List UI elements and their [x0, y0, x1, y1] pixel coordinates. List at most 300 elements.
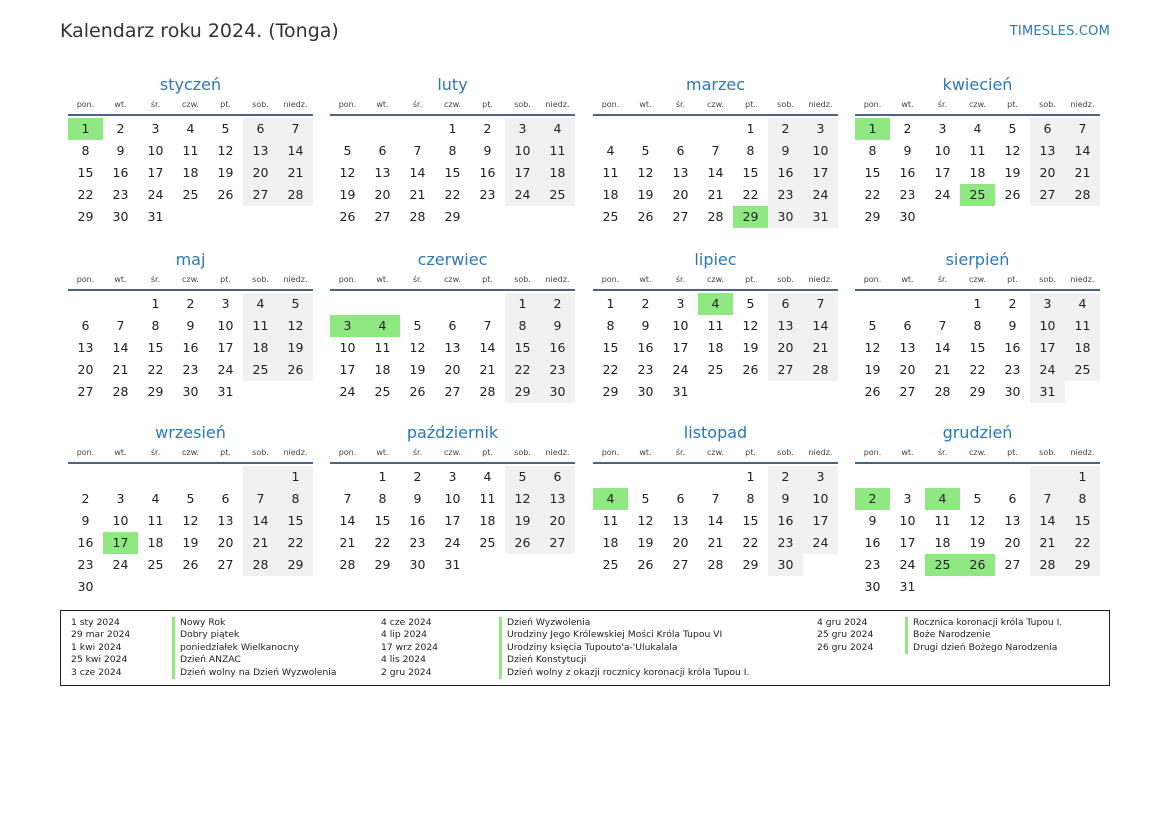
weekday-label: pon.: [76, 275, 95, 284]
empty-day-cell: [68, 293, 103, 315]
day-cell: 22: [147, 362, 164, 377]
day-cell: 21: [1065, 162, 1100, 184]
day-cell: 2: [413, 469, 422, 484]
day-cell: 24: [217, 362, 234, 377]
weekday-label: niedz.: [283, 100, 308, 109]
empty-day-cell: [138, 466, 173, 488]
day-cell: 22: [1065, 532, 1100, 554]
weekday-label: wt.: [376, 275, 389, 284]
day-cell: 10: [112, 513, 129, 528]
day-cell: 20: [768, 337, 803, 359]
weekday-label: pt.: [482, 275, 493, 284]
day-cell: 23: [77, 557, 94, 572]
month-title: grudzień: [942, 423, 1013, 442]
weekday-label: czw.: [444, 275, 461, 284]
weekday-label: niedz.: [283, 275, 308, 284]
weekday-label: pt.: [745, 100, 756, 109]
month-title: kwiecień: [942, 75, 1013, 94]
day-cell: 26: [637, 557, 654, 572]
holiday-day-cell: 26: [960, 554, 995, 576]
day-cell: 10: [803, 488, 838, 510]
weekday-label: śr.: [937, 275, 948, 284]
empty-day-cell: [960, 466, 995, 488]
day-cell: 14: [339, 513, 356, 528]
day-cell: 23: [182, 362, 199, 377]
day-cell: 28: [1065, 184, 1100, 206]
day-cell: 6: [221, 491, 230, 506]
day-cell: 10: [934, 143, 951, 158]
day-cell: 27: [672, 557, 689, 572]
day-cell: 26: [217, 187, 234, 202]
day-cell: 8: [448, 143, 457, 158]
day-cell: 15: [864, 165, 881, 180]
legend-holiday-name: Dzień wolny na Dzień Wyzwolenia: [180, 666, 337, 678]
day-grid: [855, 464, 1100, 598]
day-cell: 1: [973, 296, 982, 311]
day-cell: 7: [278, 118, 313, 140]
day-cell: 17: [339, 362, 356, 377]
legend-date: 26 gru 2024: [817, 641, 874, 653]
day-cell: 15: [505, 337, 540, 359]
day-cell: 13: [672, 165, 689, 180]
weekday-label: śr.: [937, 448, 948, 457]
month-10: [330, 422, 575, 576]
weekday-label: wt.: [901, 100, 914, 109]
day-cell: 23: [112, 187, 129, 202]
day-cell: 24: [339, 384, 356, 399]
day-cell: 17: [1030, 337, 1065, 359]
day-cell: 19: [278, 337, 313, 359]
day-grid: [593, 116, 838, 228]
weekday-header: [330, 273, 575, 291]
day-cell: 8: [606, 318, 615, 333]
day-cell: 9: [116, 143, 125, 158]
empty-day-cell: [628, 118, 663, 140]
day-cell: 8: [868, 143, 877, 158]
day-cell: 7: [116, 318, 125, 333]
weekday-header: [593, 98, 838, 116]
day-cell: 6: [676, 143, 685, 158]
day-cell: 30: [637, 384, 654, 399]
day-cell: 1: [151, 296, 160, 311]
day-cell: 15: [1065, 510, 1100, 532]
day-cell: 15: [147, 340, 164, 355]
day-cell: 5: [641, 143, 650, 158]
day-cell: 28: [479, 384, 496, 399]
day-cell: 25: [243, 359, 278, 381]
day-cell: 11: [540, 140, 575, 162]
day-cell: 26: [742, 362, 759, 377]
empty-day-cell: [890, 293, 925, 315]
day-cell: 3: [505, 118, 540, 140]
day-cell: 28: [278, 184, 313, 206]
day-cell: 8: [973, 318, 982, 333]
day-cell: 9: [186, 318, 195, 333]
day-cell: 23: [768, 532, 803, 554]
legend-holiday-name: Dzień wolny z okazji rocznicy koronacji króla Tupou I.: [507, 666, 750, 678]
day-cell: 2: [81, 491, 90, 506]
weekday-label: śr.: [412, 275, 423, 284]
legend-date: 1 sty 2024: [71, 617, 120, 628]
weekday-label: pon.: [863, 275, 882, 284]
weekday-label: niedz.: [808, 100, 833, 109]
day-cell: 25: [1065, 359, 1100, 381]
empty-day-cell: [330, 293, 365, 315]
weekday-label: niedz.: [545, 448, 570, 457]
month-title: styczeń: [159, 75, 222, 94]
day-cell: 27: [1004, 557, 1021, 572]
weekday-label: śr.: [675, 100, 686, 109]
day-cell: 5: [505, 466, 540, 488]
empty-day-cell: [925, 466, 960, 488]
day-cell: 3: [116, 491, 125, 506]
day-cell: 10: [672, 318, 689, 333]
day-cell: 14: [707, 513, 724, 528]
weekday-label: niedz.: [545, 275, 570, 284]
weekday-label: sob.: [252, 275, 269, 284]
holiday-day-cell: 25: [960, 184, 995, 206]
weekday-label: wt.: [901, 275, 914, 284]
day-cell: 17: [444, 513, 461, 528]
day-cell: 2: [186, 296, 195, 311]
day-cell: 27: [768, 359, 803, 381]
day-cell: 26: [182, 557, 199, 572]
weekday-header: [593, 446, 838, 464]
day-cell: 11: [182, 143, 199, 158]
weekday-label: pt.: [220, 448, 231, 457]
day-cell: 15: [742, 513, 759, 528]
legend-names-col-3: [905, 617, 1062, 654]
month-title: październik: [406, 423, 499, 442]
day-cell: 30: [768, 206, 803, 228]
day-cell: 8: [278, 488, 313, 510]
weekday-label: wt.: [114, 275, 127, 284]
weekday-label: pt.: [220, 100, 231, 109]
legend-names-col-1: [172, 617, 336, 679]
day-cell: 20: [217, 535, 234, 550]
day-cell: 16: [899, 165, 916, 180]
day-cell: 6: [448, 318, 457, 333]
legend-names-col-2: [499, 617, 749, 679]
day-cell: 21: [339, 535, 356, 550]
day-cell: 16: [1004, 340, 1021, 355]
day-cell: 6: [676, 491, 685, 506]
empty-day-cell: [855, 466, 890, 488]
day-cell: 18: [479, 513, 496, 528]
legend-dates-col-2: [381, 617, 438, 679]
weekday-header: [68, 98, 313, 116]
day-cell: 5: [641, 491, 650, 506]
weekday-label: niedz.: [283, 448, 308, 457]
day-cell: 14: [707, 165, 724, 180]
day-cell: 1: [746, 121, 755, 136]
day-cell: 20: [540, 510, 575, 532]
day-cell: 27: [540, 532, 575, 554]
weekday-label: sob.: [1039, 275, 1056, 284]
day-cell: 11: [479, 491, 496, 506]
day-cell: 27: [444, 384, 461, 399]
day-cell: 4: [186, 121, 195, 136]
day-cell: 21: [803, 337, 838, 359]
day-cell: 17: [217, 340, 234, 355]
weekday-label: czw.: [707, 275, 724, 284]
day-cell: 13: [1004, 513, 1021, 528]
day-cell: 25: [479, 535, 496, 550]
day-cell: 18: [934, 535, 951, 550]
day-cell: 3: [221, 296, 230, 311]
weekday-header: [68, 273, 313, 291]
month-7: [593, 249, 838, 403]
day-cell: 13: [444, 340, 461, 355]
day-cell: 15: [444, 165, 461, 180]
day-cell: 30: [864, 579, 881, 594]
day-cell: 2: [116, 121, 125, 136]
day-cell: 23: [479, 187, 496, 202]
day-cell: 13: [217, 513, 234, 528]
empty-day-cell: [103, 293, 138, 315]
day-cell: 2: [768, 466, 803, 488]
day-cell: 28: [803, 359, 838, 381]
day-cell: 13: [672, 513, 689, 528]
day-cell: 19: [637, 535, 654, 550]
day-cell: 20: [1030, 162, 1065, 184]
month-12: [855, 422, 1100, 598]
weekday-label: niedz.: [1070, 448, 1095, 457]
page-title: Kalendarz roku 2024. (Tonga): [60, 20, 339, 42]
day-cell: 6: [378, 143, 387, 158]
day-cell: 23: [899, 187, 916, 202]
legend-date: 2 gru 2024: [381, 666, 432, 678]
day-cell: 7: [483, 318, 492, 333]
legend-dates-col-1: [71, 617, 130, 679]
weekday-label: czw.: [182, 100, 199, 109]
day-cell: 10: [505, 140, 540, 162]
day-cell: 15: [742, 165, 759, 180]
day-cell: 3: [151, 121, 160, 136]
day-cell: 5: [221, 121, 230, 136]
weekday-label: niedz.: [545, 100, 570, 109]
month-6: [330, 249, 575, 403]
day-cell: 25: [182, 187, 199, 202]
day-cell: 28: [707, 209, 724, 224]
weekday-label: wt.: [114, 448, 127, 457]
day-cell: 19: [864, 362, 881, 377]
day-cell: 1: [1065, 466, 1100, 488]
day-cell: 4: [973, 121, 982, 136]
day-cell: 22: [278, 532, 313, 554]
day-cell: 16: [768, 510, 803, 532]
empty-day-cell: [698, 118, 733, 140]
weekday-label: śr.: [150, 100, 161, 109]
day-cell: 4: [1065, 293, 1100, 315]
day-cell: 20: [899, 362, 916, 377]
day-cell: 5: [746, 296, 755, 311]
day-cell: 9: [903, 143, 912, 158]
day-cell: 24: [934, 187, 951, 202]
day-cell: 31: [803, 206, 838, 228]
empty-day-cell: [663, 466, 698, 488]
weekday-label: pon.: [601, 448, 620, 457]
day-grid: [855, 116, 1100, 228]
day-cell: 4: [151, 491, 160, 506]
day-cell: 29: [969, 384, 986, 399]
day-cell: 9: [413, 491, 422, 506]
day-cell: 3: [803, 466, 838, 488]
day-cell: 10: [803, 140, 838, 162]
day-cell: 7: [243, 488, 278, 510]
weekday-label: śr.: [937, 100, 948, 109]
month-3: [593, 74, 838, 228]
legend-date: 17 wrz 2024: [381, 641, 439, 653]
day-cell: 4: [483, 469, 492, 484]
day-cell: 19: [339, 187, 356, 202]
weekday-label: śr.: [150, 448, 161, 457]
day-cell: 30: [182, 384, 199, 399]
day-cell: 16: [182, 340, 199, 355]
day-cell: 13: [899, 340, 916, 355]
day-cell: 26: [505, 532, 540, 554]
day-cell: 8: [505, 315, 540, 337]
empty-day-cell: [68, 466, 103, 488]
weekday-label: sob.: [777, 275, 794, 284]
empty-day-cell: [330, 466, 365, 488]
month-5: [68, 249, 313, 403]
day-cell: 11: [374, 340, 391, 355]
day-cell: 17: [672, 340, 689, 355]
day-grid: [855, 291, 1100, 403]
day-grid: [593, 291, 838, 403]
empty-day-cell: [698, 466, 733, 488]
day-cell: 25: [602, 557, 619, 572]
weekday-header: [855, 446, 1100, 464]
day-cell: 27: [217, 557, 234, 572]
legend-date: 29 mar 2024: [71, 629, 131, 641]
holiday-day-cell: 4: [925, 488, 960, 510]
day-cell: 4: [606, 143, 615, 158]
day-cell: 10: [339, 340, 356, 355]
day-cell: 19: [217, 165, 234, 180]
day-cell: 31: [444, 557, 461, 572]
weekday-label: pt.: [482, 100, 493, 109]
weekday-header: [330, 98, 575, 116]
day-cell: 29: [374, 557, 391, 572]
weekday-label: czw.: [969, 275, 986, 284]
day-cell: 1: [378, 469, 387, 484]
holiday-day-cell: 3: [330, 315, 365, 337]
weekday-label: sob.: [1039, 100, 1056, 109]
weekday-header: [330, 446, 575, 464]
month-title: czerwiec: [417, 250, 488, 269]
day-cell: 12: [969, 513, 986, 528]
day-cell: 9: [868, 513, 877, 528]
day-cell: 29: [147, 384, 164, 399]
legend-holiday-name: Dobry piątek: [180, 629, 240, 641]
day-cell: 14: [1065, 140, 1100, 162]
day-cell: 7: [711, 491, 720, 506]
day-cell: 18: [374, 362, 391, 377]
day-cell: 23: [409, 535, 426, 550]
day-cell: 26: [278, 359, 313, 381]
day-cell: 3: [903, 491, 912, 506]
day-cell: 29: [77, 209, 94, 224]
holiday-day-cell: 2: [855, 488, 890, 510]
empty-day-cell: [890, 466, 925, 488]
day-cell: 29: [278, 554, 313, 576]
weekday-label: pon.: [338, 275, 357, 284]
weekday-header: [855, 98, 1100, 116]
day-cell: 14: [243, 510, 278, 532]
day-cell: 14: [1030, 510, 1065, 532]
day-cell: 21: [278, 162, 313, 184]
day-cell: 13: [540, 488, 575, 510]
brand-link[interactable]: TIMESLES.COM: [1009, 24, 1110, 39]
day-cell: 1: [278, 466, 313, 488]
day-cell: 6: [768, 293, 803, 315]
day-cell: 24: [899, 557, 916, 572]
day-cell: 20: [444, 362, 461, 377]
day-cell: 28: [409, 209, 426, 224]
month-title: listopad: [683, 423, 748, 442]
month-8: [855, 249, 1100, 403]
holiday-day-cell: 1: [68, 118, 103, 140]
day-cell: 9: [641, 318, 650, 333]
day-cell: 31: [672, 384, 689, 399]
day-cell: 21: [479, 362, 496, 377]
day-cell: 6: [1008, 491, 1017, 506]
day-cell: 29: [602, 384, 619, 399]
weekday-label: pon.: [76, 100, 95, 109]
month-9: [68, 422, 313, 598]
day-cell: 5: [278, 293, 313, 315]
month-title: maj: [175, 250, 206, 269]
day-cell: 11: [1065, 315, 1100, 337]
day-cell: 2: [768, 118, 803, 140]
month-title: sierpień: [945, 250, 1010, 269]
day-cell: 5: [343, 143, 352, 158]
day-cell: 18: [1065, 337, 1100, 359]
day-cell: 19: [637, 187, 654, 202]
day-cell: 3: [938, 121, 947, 136]
day-cell: 14: [112, 340, 129, 355]
legend-holiday-name: Rocznica koronacji króla Tupou I.: [913, 617, 1063, 628]
day-cell: 14: [479, 340, 496, 355]
month-2: [330, 74, 575, 228]
day-cell: 21: [707, 535, 724, 550]
legend-date: 25 kwi 2024: [71, 654, 128, 666]
day-cell: 6: [243, 118, 278, 140]
day-cell: 6: [903, 318, 912, 333]
day-cell: 3: [676, 296, 685, 311]
day-cell: 31: [1030, 381, 1065, 403]
day-cell: 1: [505, 293, 540, 315]
day-cell: 12: [182, 513, 199, 528]
weekday-label: pt.: [745, 275, 756, 284]
day-cell: 3: [803, 118, 838, 140]
day-cell: 18: [182, 165, 199, 180]
day-cell: 15: [278, 510, 313, 532]
day-cell: 18: [707, 340, 724, 355]
day-cell: 28: [339, 557, 356, 572]
day-cell: 23: [864, 557, 881, 572]
day-cell: 15: [374, 513, 391, 528]
day-cell: 26: [1004, 187, 1021, 202]
day-grid: [330, 116, 575, 228]
day-cell: 1: [746, 469, 755, 484]
day-cell: 12: [278, 315, 313, 337]
weekday-label: pon.: [338, 100, 357, 109]
weekday-label: pt.: [482, 448, 493, 457]
day-cell: 10: [147, 143, 164, 158]
